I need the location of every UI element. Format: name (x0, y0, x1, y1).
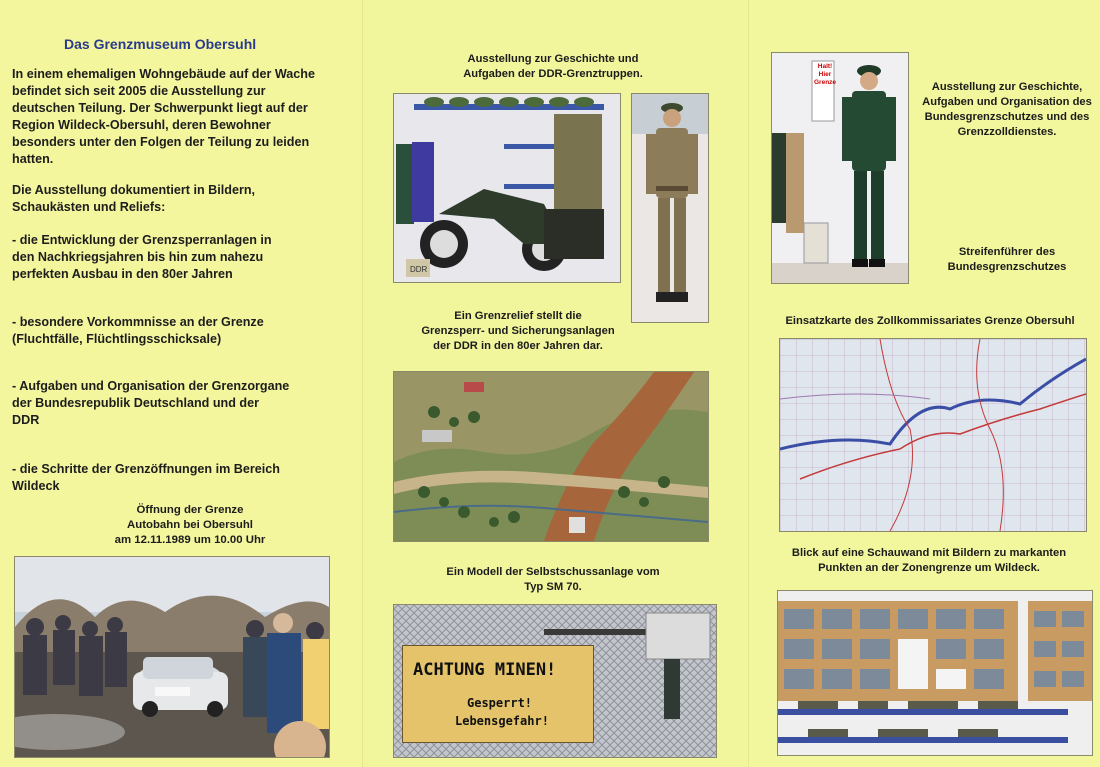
relief-caption: Ein Grenzrelief stellt die Grenzsperr- und Sicherungsanlagen der DDR in den 80er Jahren dar. (421, 310, 615, 352)
ddr-soldier-photo (631, 93, 709, 323)
list-item: - die Entwicklung der Grenzsperranlagen in den Nachkriegsjahren bis hin zum nahezu perfekten Ausbau in den 80er Jahren (12, 233, 272, 281)
mine-warning-sub2: Lebensgefahr! (455, 714, 549, 728)
list-item: - Aufgaben und Organisation der Grenzorgane der Bundesrepublik Deutschland und der DDR (12, 379, 290, 427)
mine-warning-text: ACHTUNG MINEN! (413, 660, 557, 680)
mine-warning-sign (402, 645, 594, 743)
sm70-caption: Ein Modell der Selbstschussanlage vom Typ SM 70. (446, 566, 660, 593)
officer-caption: Streifenführer des Bundesgrenzschutzes (947, 246, 1067, 273)
left-panel (0, 0, 362, 767)
page-title: Das Grenzmuseum Obersuhl (64, 36, 257, 52)
right-panel (748, 0, 1100, 767)
exhibit-wall-photo (777, 590, 1093, 756)
list-item: - besondere Vorkommnisse an der Grenze (Fluchtfälle, Flüchtlingsschicksale) (12, 315, 264, 346)
mine-warning-sub1: Gesperrt! (467, 696, 533, 710)
halt-sign-text: Halt! Hier Grenze (814, 63, 837, 86)
middle-panel (362, 0, 749, 767)
list-item: - die Schritte der Grenzöffnungen im Bereich Wildeck (12, 462, 281, 493)
map-caption: Einsatzkarte des Zollkommissariates Grenze Obersuhl (785, 315, 1075, 327)
bgs-officer-photo (771, 52, 909, 284)
ddr-exhibit-caption: Ausstellung zur Geschichte und Aufgaben der DDR-Grenztruppen. (463, 53, 643, 80)
opening-caption: Öffnung der Grenze Autobahn bei Obersuhl am 12.11.1989 um 10.00 Uhr (114, 504, 266, 546)
documentation-intro: Die Ausstellung dokumentiert in Bildern, Schaukästen und Reliefs: (12, 183, 256, 214)
sm70-model-photo (393, 604, 717, 758)
wall-caption: Blick auf eine Schauwand mit Bildern zu markanten Punkten an der Zonengrenze um Wildeck. (791, 547, 1067, 574)
border-relief-photo (393, 371, 709, 542)
bgs-exhibit-caption: Ausstellung zur Geschichte, Aufgaben und Organisation des Bundesgrenzschutzes und des Grenzzolldienstes. (922, 81, 1092, 138)
ddr-exhibit-photo (393, 93, 621, 283)
intro-paragraph: In einem ehemaligen Wohngebäude auf der Wache befindet sich seit 2005 die Ausstellung zur deutschen Teilung. Der Schwerpunkt liegt auf der Region Wildeck-Obersuhl, deren Bewohner besonders unter den Folgen der Teilung zu leiden hatten. (12, 67, 316, 166)
ddr-label: DDR (410, 265, 428, 274)
border-opening-photo (14, 556, 330, 758)
deployment-map-photo (779, 338, 1087, 532)
